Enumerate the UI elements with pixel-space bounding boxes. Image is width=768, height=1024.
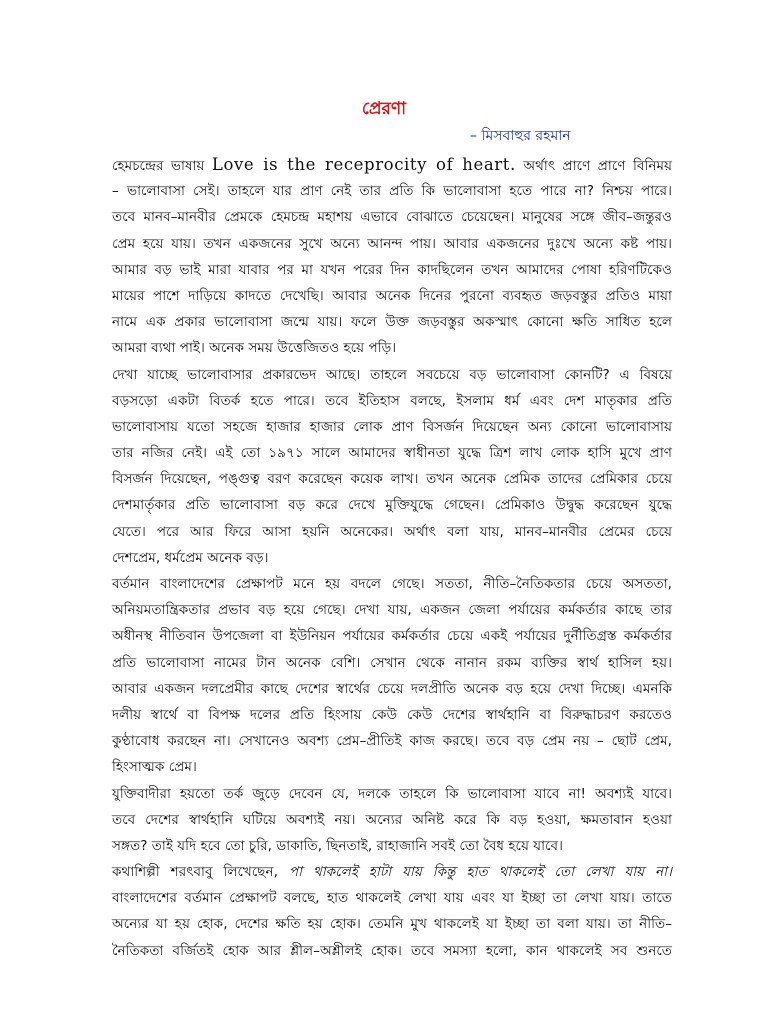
- paragraph-2-line-4: তার নজির নেই। এই তো ১৯৭১ সালে আমাদের স্বাধীনতা যুদ্ধে ত্রিশ লাখ লোক হাসি মুখে প্রাণ: [112, 445, 672, 462]
- paragraph-2-line-6: দেশমার্তৃকার প্রতি ভালোবাসা বড় করে দেখে মুক্তিযুদ্ধে গেছেন। প্রেমিকাও উদ্বুদ্ধ করেছেন যুদ্ধে: [112, 497, 672, 514]
- paragraph-5-line-4: নৈতিকতা বর্জিতই হোক আর শ্লীল–অশ্লীলই হোক। তবে সমস্যা হলো, কান থাকলেই সব শুনতে: [112, 942, 672, 959]
- paragraph-4-line-3: সঙ্গত? তাই যদি হবে তো চুরি, ডাকাতি, ছিনতাই, রাহাজানি সবই তো বৈধ হয়ে যাবে।: [112, 837, 563, 854]
- paragraph-1-line-3: তবে মানব–মানবীর প্রেমকে হেমচন্দ্র মহাশয় এভাবে বোঝাতে চেয়েছেন। মানুষের সঙ্গে জীব–জন্তুরও: [112, 209, 672, 226]
- document-body: [112, 152, 672, 964]
- paragraph-1-line-6: মায়ের পাশে দাড়িয়ে কাদতে দেখেছি। আবার অনেক দিনের পুরনো ব্যবহৃত জড়বস্তুর প্রতিও মায়া: [112, 287, 672, 304]
- paragraph-1-line-1: [112, 152, 672, 178]
- paragraph-text: হেমচন্দ্রের ভাষায়: [112, 158, 212, 174]
- paragraph-5-line-1: [112, 859, 672, 885]
- paragraph-3-line-1: বর্তমান বাংলাদেশের প্রেক্ষাপট মনে হয় বদলে গেছে। সততা, নীতি–নৈতিকতার চেয়ে অসততা,: [112, 576, 672, 592]
- paragraph-5-line-2: বাংলাদেশের বর্তমান প্রেক্ষাপট বলছে, হাত থাকলেই লেখা যায় এবং যা ইচ্ছা তা লেখা যায়। তাতে: [112, 890, 672, 907]
- paragraph-1-line-7: নামে এক প্রকার ভালোবাসা জন্মে যায়। ফলে উক্ত জড়বস্তুর অকস্মাৎ কোনো ক্ষতি সাধিত হলে: [112, 314, 672, 331]
- italic-quote: পা থাকলেই হাটা যায় কিন্তু হাত থাকলেই তো লেখা যায় না।: [288, 864, 672, 881]
- english-quote: Love is the receprocity of heart.: [211, 155, 516, 174]
- paragraph-1-line-5: আমার বড় ভাই মারা যাবার পর মা যখন পরের দিন কাদছিলেন তখন আমাদের পোষা হরিণটিকেও: [112, 261, 672, 278]
- paragraph-3-line-5: আবার একজন দলপ্রেমীর কাছে দেশের স্বার্থের চেয়ে দলপ্রীতি অনেক বড় হয়ে দেখা দিচ্ছে। এমনকি: [112, 680, 672, 697]
- paragraph-2-line-7: যেতে। পরে আর ফিরে আসা হয়নি অনেকের। অর্থাৎ বলা যায়, মানব–মানবীর প্রেমের চেয়ে: [112, 523, 672, 540]
- paragraph-4-line-2: তবে দেশের স্বার্থহানি ঘটিয়ে অবশ্যই নয়। অন্যের অনিষ্ট করে কি বড় হওয়া, ক্ষমতাবান হওয়া: [112, 811, 672, 828]
- paragraph-1-line-8: আমরা ব্যথা পাই। অনেক সময় উত্তেজিতও হয়ে পড়ি।: [112, 340, 397, 357]
- paragraph-2-line-3: ভালোবাসায় যতো সহজে হাজার হাজার লোক প্রাণ বিসর্জন দিয়েছেন অন্য কোনো ভালোবাসায়: [112, 418, 672, 435]
- paragraph-1-line-2: – ভালোবাসা সেই। তাহলে যার প্রাণ নেই তার প্রতি কি ভালোবাসা হতে পারে না? নিশ্চয় পারে।: [112, 183, 672, 200]
- paragraph-3-line-8: হিংসাত্মক প্রেম।: [112, 759, 197, 776]
- paragraph-3-line-3: অধীনস্থ নীতিবান উপজেলা বা ইউনিয়ন পর্যায়ের কর্মকর্তার চেয়ে একই পর্যায়ের দুর্নীতিগ্রস্ত কর্মকর্তার: [112, 628, 672, 645]
- document-title: প্রেরণা: [361, 99, 407, 119]
- paragraph-4-line-1: যুক্তিবাদীরা হয়তো তর্ক জুড়ে দেবেন যে, দলকে তাহলে কি ভালোবাসা যাবে না! অবশ্যই যাবে।: [112, 785, 672, 802]
- paragraph-3-line-2: অনিয়মতান্ত্রিকতার প্রভাব বড় হয়ে গেছে। দেখা যায়, একজন জেলা পর্যায়ের কর্মকর্তার কাছে তার: [112, 602, 672, 619]
- paragraph-3-line-7: কুণ্ঠাবোধ করছেন না। সেখানেও অবশ্য প্রেম–প্রীতিই কাজ করছে। তবে বড় প্রেম নয় – ছোট প্রেম,: [112, 733, 672, 750]
- paragraph-2-line-2: বড়সড়ো একটা বিতর্ক হতে পারে। তবে ইতিহাস বলছে, ইসলাম ধর্ম এবং দেশ মাতৃকার প্রতি: [112, 392, 672, 409]
- paragraph-2-line-8: দেশপ্রেম, ধর্মপ্রেম অনেক বড়।: [112, 549, 269, 566]
- paragraph-2-line-1: দেখা যাচ্ছে ভালোবাসার প্রকারভেদ আছে। তাহলে সবচেয়ে বড় ভালোবাসা কোনটি? এ বিষয়ে: [112, 366, 672, 383]
- paragraph-text: অর্থাৎ প্রাণে প্রাণে বিনিময়: [515, 158, 673, 174]
- paragraph-5-line-3: অন্যের যা হয় হোক, দেশের ক্ষতি হয় হোক। তেমনি মুখ থাকলেই যা ইচ্ছা তা বলা যায়। তা নীতি–: [112, 916, 672, 933]
- paragraph-1-line-4: প্রেম হয়ে যায়। তখন একজনের সুখে অন্যে আনন্দ পায়। আবার একজনের দুঃখে অন্যে কষ্ট পায়।: [112, 235, 672, 252]
- paragraph-2-line-5: বিসর্জন দিয়েছেন, পঙ্গুত্ব বরণ করেছেন কয়েক লাখ। তখন অনেক প্রেমিক তাদের প্রেমিকার চেয়ে: [112, 471, 672, 488]
- paragraph-3-line-4: প্রতি ভালোবাসা নামের টান অনেক বেশি। সেখান থেকে নানান রকম ব্যক্তির স্বার্থ হাসিল হয়।: [112, 654, 672, 671]
- paragraph-3-line-6: দলীয় স্বার্থে বা বিপক্ষ দলের প্রতি হিংসায় কেউ কেউ দেশের স্বার্থহানি বা বিরুদ্ধাচরণ করতেও: [112, 706, 672, 723]
- author-byline: – মিসবাহুর রহমান: [470, 128, 571, 144]
- paragraph-text: কথাশিল্পী শরৎবাবু লিখেছেন,: [112, 864, 289, 881]
